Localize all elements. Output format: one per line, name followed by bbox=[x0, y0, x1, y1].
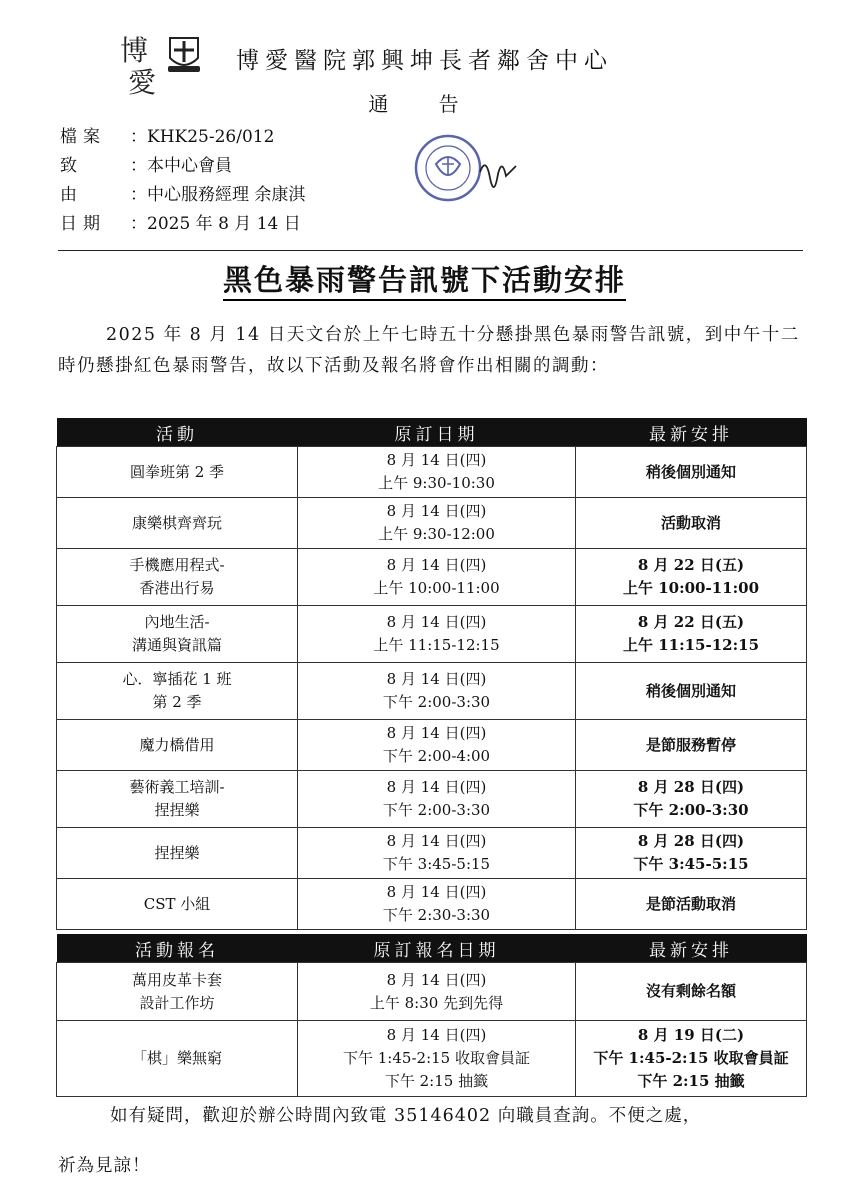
latest-arrangement-cell: 8 月 19 日(二) 下午 1:45-2:15 收取會員証 下午 2:15 抽籤 bbox=[576, 1021, 807, 1097]
table-row bbox=[57, 447, 807, 498]
notice-footer bbox=[58, 1098, 818, 1184]
meta-row-from bbox=[60, 178, 305, 207]
notice-label: 通 告 bbox=[368, 92, 481, 116]
latest-arrangement-cell: 8 月 28 日(四) 下午 3:45-5:15 bbox=[576, 828, 807, 879]
table-row bbox=[57, 498, 807, 549]
column-header-registration: 活動報名 bbox=[57, 934, 298, 963]
notice-meta bbox=[60, 120, 305, 236]
original-date-cell: 8 月 14 日(四) 下午 1:45-2:15 收取會員証 下午 2:15 抽籤 bbox=[298, 1021, 576, 1097]
activity-cell: 萬用皮革卡套 設計工作坊 bbox=[57, 963, 298, 1021]
activity-cell: CST 小組 bbox=[57, 879, 298, 930]
table-row bbox=[57, 963, 807, 1021]
latest-arrangement-cell: 8 月 22 日(五) 上午 10:00-11:00 bbox=[576, 549, 807, 606]
activity-cell: 手機應用程式- 香港出行易 bbox=[57, 549, 298, 606]
seal-stamp-icon bbox=[416, 136, 480, 200]
meta-value: ：中心服務經理 余康淇 bbox=[130, 185, 306, 205]
latest-arrangement-cell: 活動取消 bbox=[576, 498, 807, 549]
activity-cell: 心．寧插花 1 班 第 2 季 bbox=[57, 663, 298, 720]
notice-paragraph bbox=[58, 320, 810, 382]
table-header-row bbox=[57, 934, 807, 963]
table-row bbox=[57, 1021, 807, 1097]
meta-value: ：KHK25-26/012 bbox=[130, 127, 275, 147]
official-stamp-with-signature bbox=[414, 128, 524, 210]
latest-arrangement-cell: 稍後個別通知 bbox=[576, 447, 807, 498]
original-date-cell: 8 月 14 日(四) 上午 9:30-12:00 bbox=[298, 498, 576, 549]
column-header-latest: 最新安排 bbox=[576, 934, 807, 963]
table-row bbox=[57, 606, 807, 663]
meta-key: 日期 bbox=[60, 214, 106, 234]
activity-cell: 捏捏樂 bbox=[57, 828, 298, 879]
original-date-cell: 8 月 14 日(四) 上午 10:00-11:00 bbox=[298, 549, 576, 606]
activity-cell: 康樂棋齊齊玩 bbox=[57, 498, 298, 549]
organization-name: 博愛醫院郭興坤長者鄰舍中心 bbox=[236, 48, 613, 74]
meta-row-to bbox=[60, 149, 305, 178]
activity-cell: 圓拳班第 2 季 bbox=[57, 447, 298, 498]
latest-arrangement-cell: 8 月 28 日(四) 下午 2:00-3:30 bbox=[576, 771, 807, 828]
meta-value: ：本中心會員 bbox=[130, 156, 232, 176]
meta-value: ：2025 年 8 月 14 日 bbox=[130, 214, 301, 234]
footer-enquiry-line: 如有疑問，歡迎於辦公時間內致電 35146402 向職員查詢。不便之處， bbox=[110, 1106, 702, 1126]
column-header-original-registration-date: 原訂報名日期 bbox=[298, 934, 576, 963]
signature-mark bbox=[480, 165, 516, 187]
latest-arrangement-cell: 沒有剩餘名額 bbox=[576, 963, 807, 1021]
latest-arrangement-cell: 8 月 22 日(五) 上午 11:15-12:15 bbox=[576, 606, 807, 663]
original-date-cell: 8 月 14 日(四) 上午 9:30-10:30 bbox=[298, 447, 576, 498]
header-divider bbox=[58, 250, 803, 251]
latest-arrangement-cell: 是節服務暫停 bbox=[576, 720, 807, 771]
activity-cell: 「棋」樂無窮 bbox=[57, 1021, 298, 1097]
original-date-cell: 8 月 14 日(四) 下午 2:00-3:30 bbox=[298, 771, 576, 828]
original-date-cell: 8 月 14 日(四) 上午 8:30 先到先得 bbox=[298, 963, 576, 1021]
table-row bbox=[57, 720, 807, 771]
table-row bbox=[57, 663, 807, 720]
notice-title bbox=[0, 258, 849, 299]
column-header-latest: 最新安排 bbox=[576, 418, 807, 447]
notice-paragraph-text: 2025 年 8 月 14 日天文台於上午七時五十分懸掛黑色暴雨警告訊號，到中午十二時仍懸掛紅色暴雨警告，故以下活動及報名將會作出相關的調動： bbox=[58, 325, 800, 376]
logo-calligraphy-1: 博 bbox=[120, 34, 149, 67]
registration-table bbox=[56, 934, 807, 1097]
table-row bbox=[57, 771, 807, 828]
table-row bbox=[57, 828, 807, 879]
column-header-original-date: 原訂日期 bbox=[298, 418, 576, 447]
meta-key: 由 bbox=[60, 185, 83, 205]
logo-calligraphy-2: 愛 bbox=[128, 66, 157, 99]
meta-row-file bbox=[60, 120, 305, 149]
meta-key: 致 bbox=[60, 156, 83, 176]
original-date-cell: 8 月 14 日(四) 下午 2:30-3:30 bbox=[298, 879, 576, 930]
meta-key: 檔案 bbox=[60, 127, 106, 147]
notice-title-text: 黑色暴雨警告訊號下活動安排 bbox=[223, 263, 626, 301]
activity-cell: 內地生活- 溝通與資訊篇 bbox=[57, 606, 298, 663]
footer-closing-line: 祈為見諒！ bbox=[58, 1156, 151, 1176]
meta-row-date bbox=[60, 207, 305, 236]
original-date-cell: 8 月 14 日(四) 下午 2:00-4:00 bbox=[298, 720, 576, 771]
latest-arrangement-cell: 是節活動取消 bbox=[576, 879, 807, 930]
table-row bbox=[57, 879, 807, 930]
table-header-row bbox=[57, 418, 807, 447]
crest-icon bbox=[168, 38, 200, 72]
activity-cell: 魔力橋借用 bbox=[57, 720, 298, 771]
column-header-activity: 活動 bbox=[57, 418, 298, 447]
latest-arrangement-cell: 稍後個別通知 bbox=[576, 663, 807, 720]
original-date-cell: 8 月 14 日(四) 下午 2:00-3:30 bbox=[298, 663, 576, 720]
original-date-cell: 8 月 14 日(四) 上午 11:15-12:15 bbox=[298, 606, 576, 663]
activities-table bbox=[56, 418, 807, 930]
table-row bbox=[57, 549, 807, 606]
activity-cell: 藝術義工培訓- 捏捏樂 bbox=[57, 771, 298, 828]
original-date-cell: 8 月 14 日(四) 下午 3:45-5:15 bbox=[298, 828, 576, 879]
